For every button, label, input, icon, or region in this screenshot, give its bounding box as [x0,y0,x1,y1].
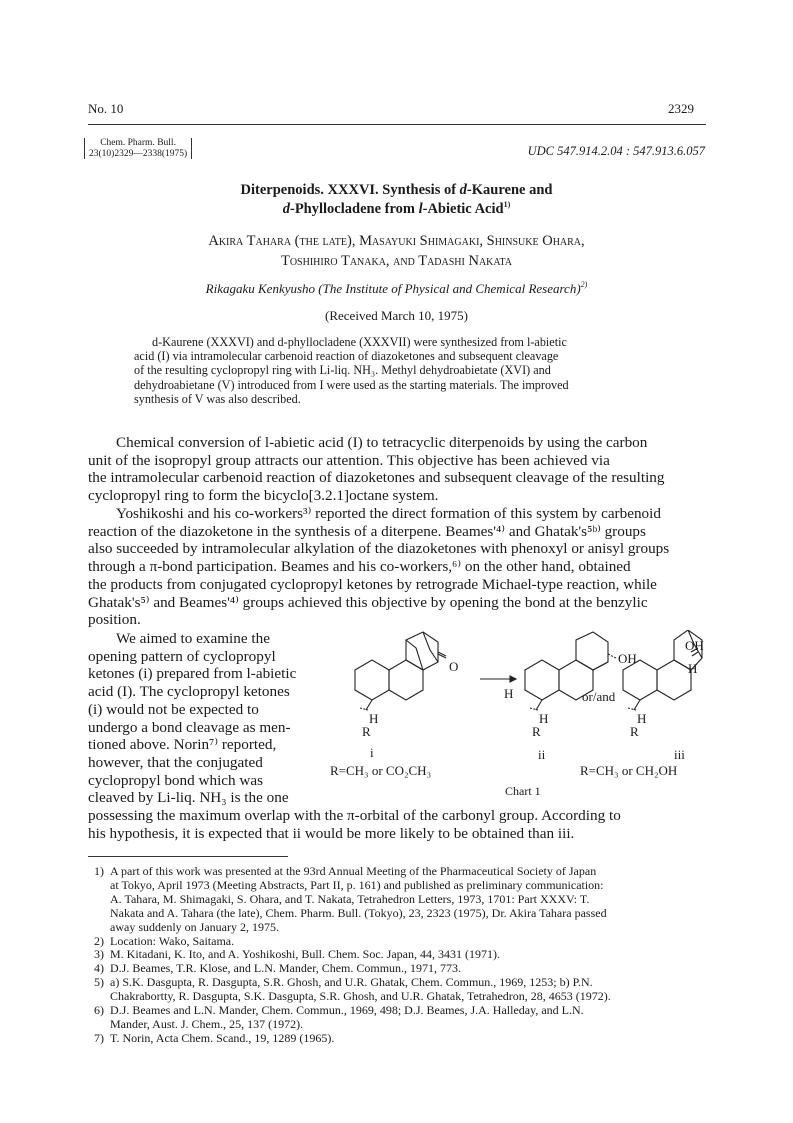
abstract-line: d-Kaurene (XXXVI) and d-phyllocladene (XXXVII) were synthesized from l-abietic [152,335,567,349]
h-label-iii: H [637,711,647,726]
affiliation [0,281,793,297]
title-text: -Kaurene and [466,182,553,198]
h-label-iii-ring: H [688,661,698,676]
reference-line: Nakata and A. Tahara (the late), Chem. Pharm. Bull. (Tokyo), 23, 2323 (1975), Dr. Akira Tahara passed [110,905,607,920]
chart-caption: Chart 1 [505,784,541,798]
body-line: his hypothesis, it is expected that ii would be more likely to be obtained than iii. [88,824,575,842]
footnote-marker: 1) [503,200,511,209]
reference-item [88,1032,708,1046]
r-label-i: R [362,724,371,739]
journal-citation [84,138,192,159]
body-line: (i) would not be expected to [88,700,259,718]
reference-line: D.J. Beames, T.R. Klose, and L.N. Mander, Chem. Commun., 1971, 773. [110,961,462,976]
body-line: the products from conjugated cyclopropyl ketones by retrograde Michael-type reaction, while [88,575,657,593]
oxygen-label: O [449,659,459,674]
reference-number: 1) [94,864,104,878]
body-line: cleaved by Li-liq. NH₃ is the one [88,789,289,807]
body-line: Chemical conversion of l-abietic acid (I) to tetracyclic diterpenoids by using the carbon [116,434,648,451]
r-definition-right: R=CH₃ or CH₂OH [580,763,678,778]
reference-line: D.J. Beames and L.N. Mander, Chem. Commun., 1969, 498; D.J. Beames, J.A. Halleday, and L.N. [110,1003,584,1018]
body-line: We aimed to examine the [116,630,270,647]
reference-line: Chakrabortty, R. Dasgupta, S.K. Dasgupta, S.R. Ghosh, and U.R. Ghatak, Tetrahedron, 28, 4653 (1972). [110,989,611,1004]
reference-line: a) S.K. Dasgupta, R. Dasgupta, S.R. Ghosh, and U.R. Ghatak, Chem. Commun., 1969, 1253; b) P.N. [110,975,593,990]
reference-line: away suddenly on January 2, 1975. [110,919,279,934]
reference-item [88,1004,708,1032]
title-text: -Abietic Acid [422,201,504,217]
reference-line: Location: Wako, Saitama. [110,933,235,948]
h-label-i: H [369,711,379,726]
oh-label-ii: OH [618,651,637,666]
h-label-ii-ring: H [504,686,514,701]
received-date: (Received March 10, 1975) [325,308,468,323]
reference-line: Mander, Aust. J. Chem., 25, 137 (1972). [110,1016,304,1031]
reference-number: 5) [94,975,104,990]
body-line: opening pattern of cyclopropyl [88,647,276,665]
reference-number: 6) [94,1003,104,1018]
paper-title-line2 [0,201,793,218]
reference-line: T. Norin, Acta Chem. Scand., 19, 1289 (1965). [110,1030,335,1045]
reference-item [88,976,708,1004]
paper-title-line1 [0,182,793,199]
udc-code: UDC 547.914.2.04 : 547.913.6.057 [527,144,705,158]
body-line: undergo a bond cleavage as men- [88,718,291,736]
reference-item [88,962,708,976]
page-number: 2329 [668,101,694,116]
reference-number: 7) [94,1030,104,1045]
reference-item [88,948,708,962]
or-and-label: or/and [582,689,616,704]
oh-label-iii: OH [685,638,704,653]
reference-line: A. Tahara, M. Shimagaki, S. Ohara, and T. Nakata, Tetrahedron Letters, 1973, 1701: Part XXXV: T. [110,891,590,906]
header-rule [88,124,706,125]
reference-number: 3) [94,947,104,962]
r-definition-left: R=CH₃ or CO₂CH₃ [330,763,432,778]
body-line: also succeeded by intramolecular alkylation of the diazoketones with phenoxyl or anisyl groups [88,540,670,558]
body-line: Yoshikoshi and his co-workers³⁾ reported the direct formation of this system by carbenoid [116,505,661,522]
affiliation-text: Rikagaku Kenkyusho (The Institute of Physical and Chemical Research) [205,281,581,296]
body-line: possessing the maximum overlap with the π-orbital of the carbonyl group. According to [88,807,621,824]
structure-label-iii: iii [674,747,685,762]
body-line: through a π-bond participation. Beames and his co-workers,⁶⁾ on the other hand, obtained [88,558,631,576]
reference-item [88,865,708,935]
body-line: tioned above. Norin⁷⁾ reported, [88,736,277,754]
title-text: Diterpenoids. XXXVI. Synthesis of [240,182,460,198]
body-line: cyclopropyl ring to form the bicyclo[3.2.1]octane system. [88,487,439,505]
reference-number: 4) [94,961,104,976]
body-line: however, that the conjugated [88,753,263,771]
body-line: position. [88,611,141,629]
reference-item [88,935,708,949]
title-prefix: d [282,201,290,217]
body-line: cyclopropyl bond which was [88,771,264,789]
abstract-line: synthesis of V was also described. [134,391,301,406]
body-paragraph-2 [88,505,706,629]
structure-i [355,632,446,710]
body-paragraph-3 [88,630,320,807]
issue-number: No. 10 [88,101,124,116]
body-line: Ghatak's⁵⁾ and Beames'⁴⁾ groups achieved this objective by opening the bond at the benzylic [88,593,648,611]
chart-1-structures [330,630,710,805]
title-prefix: d [459,182,467,198]
reference-line: A part of this work was presented at the 93rd Annual Meeting of the Pharmaceutical Society of Japan [110,864,597,878]
author-line1: Akira Tahara (the late), Masayuki Shimagaki, Shinsuke Ohara, [208,233,585,249]
structure-label-i: i [370,745,374,760]
r-label-iii: R [630,724,639,739]
abstract [134,335,692,406]
footnote-rule [88,856,288,857]
body-line: reaction of the diazoketone in the synthesis of a diterpene. Beames'⁴⁾ and Ghatak's⁵ᵇ⁾ groups [88,522,646,540]
body-paragraph-3-cont [88,807,706,842]
journal-name: Chem. Pharm. Bull. [100,138,176,148]
body-line: ketones (i) prepared from l-abietic [88,665,297,683]
structure-label-ii: ii [538,747,546,762]
journal-volume: 23(10)2329—2338(1975) [89,148,188,159]
reference-line: M. Kitadani, K. Ito, and A. Yoshikoshi, Bull. Chem. Soc. Japan, 44, 3431 (1971). [110,947,500,962]
references-list [88,865,708,1046]
author-line2: Toshihiro Tanaka, and Tadashi Nakata [280,253,513,269]
body-line: the intramolecular carbenoid reaction of diazoketones and subsequent cleavage of the resulting [88,469,665,487]
r-label-ii: R [532,724,541,739]
body-line: unit of the isopropyl group attracts our attention. This objective has been achieved via [88,451,610,469]
body-paragraph-1 [88,434,706,505]
footnote-marker: 2) [580,280,588,289]
abstract-line: acid (I) via intramolecular carbenoid reaction of diazoketones and subsequent cleavage [134,349,559,364]
reference-number: 2) [94,933,104,948]
abstract-line: dehydroabietane (V) introduced from I were used as the starting materials. The improved [134,377,569,392]
body-line: acid (I). The cyclopropyl ketones [88,683,290,701]
h-label-ii: H [539,711,549,726]
abstract-line: of the resulting cyclopropyl ring with Li-liq. NH₃. Methyl dehydroabietate (XVI) and [134,363,551,378]
reference-line: at Tokyo, April 1973 (Meeting Abstracts, Part II, p. 161) and published as preliminary communication: [110,877,604,892]
title-prefix: l [418,201,423,217]
title-text: -Phyllocladene from [289,201,419,217]
